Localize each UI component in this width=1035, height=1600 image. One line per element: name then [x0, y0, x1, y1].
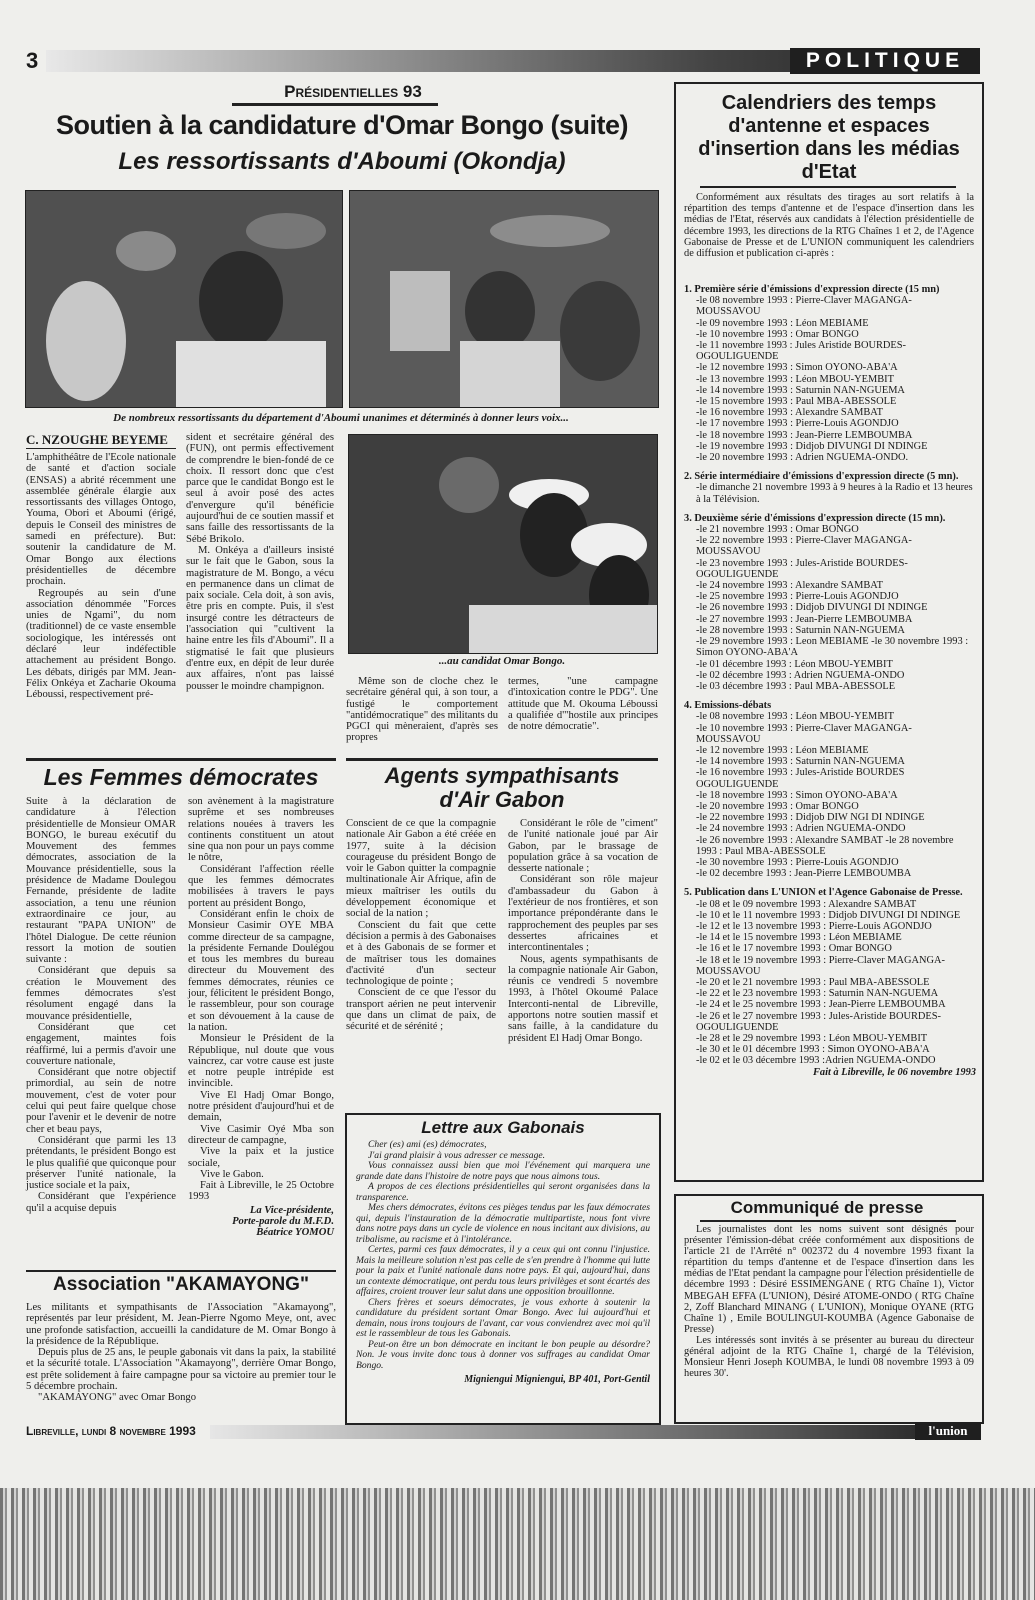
signature-line: Béatrice YOMOU — [256, 1227, 334, 1239]
calendriers-title-rule — [700, 186, 956, 188]
photo-caption-2: ...au candidat Omar Bongo. — [438, 655, 566, 667]
paragraph: Peut-on être un bon démocrate en incitant le bon peuple au désordre? Non. Je vous invite donc tous à donner vos suffrages au candidat Omar Bongo. — [356, 1338, 650, 1371]
paragraph: Vive la paix et la justice sociale, — [188, 1146, 334, 1169]
schedule-entry: -le 17 novembre 1993 : Pierre-Louis AGONDJO — [696, 418, 899, 430]
section-heading: 2. Série intermédiaire d'émissions d'expression directe (5 mn). — [684, 471, 959, 483]
paragraph: Conscient du fait que cette décision a permis à des Gabonaises et à des Gabonais de se former et de maîtriser tous les domaines d'activité d'un secteur technologique de pointe ; — [346, 919, 496, 988]
schedule-entry: -le dimanche 21 novembre 1993 à 9 heures à la Radio et 13 heures à la Télévision. — [696, 482, 973, 505]
lettre-text — [356, 1140, 650, 1386]
schedule-entry: -le 24 novembre 1993 : Alexandre SAMBAT — [696, 580, 883, 592]
paragraph: Conscient de ce que la compagnie nationale Air Gabon a été créée en 1977, suite à la décision courageuse du président Bongo de voir le Gabon quitter la compagnie multinationale Air Afrique, afin de mieux maîtriser les outils du développement économique et social de la nation ; — [346, 818, 496, 920]
airgabon-title — [346, 764, 658, 812]
footer-band — [210, 1425, 928, 1439]
photo-audience-left — [25, 190, 343, 408]
paragraph: sident et secrétaire général des (FUN), ont permis effectivement de comprendre le bien-fondé de ce choix. Il ressort donc que c'est parce que le candidat Bongo est le seul à avoir posé des actes d'envergure qu'il bénéficie aujourd'hui de ce soutien massif et sans faille des ressortissants de la Sébé Brikolo. — [186, 432, 334, 545]
schedule-entry: -le 08 novembre 1993 : Pierre-Claver MAGANGA-MOUSSAVOU — [696, 295, 912, 318]
paragraph: M. Onkéya a d'ailleurs insisté sur le fait que le Gabon, sous la magistrature de M. Bongo, a vécu en permanence dans un climat de paix sociale. Cela doit, à son avis, être pris en compte. Puis, il s'est insurgé contre les détracteurs de l'association qui "cultivent la haine entre les fils d'Aboumi". Il a stigmatisé le fait que plusieurs d'entre eux, en dépit de leur durée aux affaires, n'ont pas laissé pousser le moindre champignon. — [186, 544, 334, 692]
section-items — [684, 482, 976, 504]
paragraph: son avènement à la magistrature suprême et ses nombreuses relations nouées à travers les continents constituent un atout sine qua non pour un pays comme le nôtre, — [188, 796, 334, 864]
paragraph: "AKAMAYONG" avec Omar Bongo — [38, 1392, 197, 1404]
schedule-entry: -le 25 novembre 1993 : Pierre-Louis AGONDJO — [696, 591, 899, 603]
calendriers-signoff: Fait à Libreville, le 06 novembre 1993 — [812, 1066, 976, 1078]
schedule-entry: -le 20 et le 21 novembre 1993 : Paul MBA-ABESSOLE — [696, 976, 930, 988]
paragraph: Considérant que notre objectif primordial, au sein de notre mouvement, c'est de voter pour celui qui peut faire quelque chose pour l'avenir et le devenir de notre cher et beau pays, — [26, 1067, 176, 1135]
schedule-entry: -le 18 et le 19 novembre 1993 : Pierre-Claver MAGANGA-MOUSSAVOU — [696, 954, 946, 977]
signature-line: La Vice-présidente, — [249, 1204, 334, 1216]
signature-line: Porte-parole du M.F.D. — [232, 1215, 334, 1227]
schedule-entry: -le 02 décembre 1993 : Adrien NGUEMA-ONDO — [696, 669, 905, 681]
schedule-entry: -le 22 et le 23 novembre 1993 : Saturnin NAN-NGUEMA — [696, 988, 939, 1000]
airgabon-col-2 — [508, 818, 658, 1044]
schedule-entry: -le 18 novembre 1993 : Simon OYONO-ABA'A — [696, 789, 898, 801]
paragraph: Les intéressés sont invités à se présenter au bureau du directeur général adjoint de la RTG Chaîne 1, chargé de la Télévision, Monsieur Henri Joseph KOUMBA, le lundi 08 novembre 1993 à 09 heures 30'. — [684, 1334, 974, 1380]
schedule-entry: -le 10 novembre 1993 : Omar BONGO — [696, 328, 859, 340]
paragraph: Vous connaissez aussi bien que moi l'événement qui marquera une grande date dans l'histoire de notre pays que nous aimons tous. — [356, 1160, 650, 1182]
schedule-entry: -le 10 novembre 1993 : Pierre-Claver MAGANGA-MOUSSAVOU — [696, 722, 912, 745]
paragraph: Considérant le rôle de "ciment" de l'unité nationale joué par Air Gabon, par le brassage de population grâce à sa vocation de desserte nationale ; — [508, 818, 658, 875]
calendriers-list — [684, 284, 976, 1078]
paragraph: Fait à Libreville, le 25 Octobre 1993 — [188, 1180, 334, 1203]
schedule-entry: -le 29 novembre 1993 : Leon MEBIAME -le 30 novembre 1993 : Simon OYONO-ABA'A — [696, 636, 969, 659]
section-items — [684, 899, 976, 1067]
paragraph: Considérant son rôle majeur d'ambassadeur du Gabon à l'extérieur de nos frontières, et son importance prépondérante dans le rapprochement des peuples par ses dessertes africaines et intercontinentales ; — [508, 874, 658, 954]
communique-title: Communiqué de presse — [730, 1198, 924, 1217]
paragraph: termes, "une campagne d'intoxication contre le PDG". Une attitude que M. Okouma Léboussi a qualifiée d'"hostile aux principes de notre démocratie". — [508, 676, 658, 733]
schedule-entry: -le 12 et le 13 novembre 1993 : Pierre-Louis AGONDJO — [696, 920, 932, 932]
paragraph: Même son de cloche chez le secrétaire général qui, à son tour, a fustigé le comportement "antidémocratique" des militants du PGCI qui mèneraient, d'après ses propres — [346, 676, 498, 744]
schedule-entry: -le 09 novembre 1993 : Léon MEBIAME — [696, 317, 869, 329]
photo-women — [348, 434, 658, 654]
paragraph: Les militants et sympathisants de l'Association "Akamayong", représentés par leur président, M. Jean-Pierre Ngomo Meye, ont, avec une profonde satisfaction, accueilli la candidature de M. Omar Bongo à la présidence de la République. — [26, 1302, 336, 1347]
paragraph: Les journalistes dont les noms suivent sont désignés pour présenter l'émission-débat créée conformément aux dispositions de l'article 21 de l'Arrêté n° 002372 du 4 novembre 1993 fixant la répartition du temps d'antenne et de l'espace d'insertion dans les médias de l'Etat pendant la campagne pour l'élection présidentielle de décembre 1993 : Désiré ESSIMENGANE ( RTG Chaîne 1), Victor MBEGAH EFFA (L'UNION), Désiré ATOME-ONDO ( RTG Chaîne 2, Zoff Blanchard MINANG ( L'UNION), Monique OYANE (RTG Chaîne 1) , Emile BOULINGUI-KOUMBA (Agence Gabonaise de Presse) — [684, 1224, 974, 1335]
schedule-entry: -le 12 novembre 1993 : Léon MEBIAME — [696, 744, 869, 756]
akamayong-text — [26, 1302, 336, 1404]
main-col-3 — [346, 676, 498, 744]
paragraph: Nous, agents sympathisants de la compagnie nationale Air Gabon, réunis ce vendredi 5 novembre 1993, à l'hôtel Okoumé Palace Interconti-nental de Libreville, apportons notre soutien massif et sans faille, à la candidature du président El Hadj Omar Bongo. — [508, 953, 658, 1044]
schedule-entry: -le 12 novembre 1993 : Simon OYONO-ABA'A — [696, 362, 898, 374]
schedule-entry: -le 13 novembre 1993 : Léon MBOU-YEMBIT — [696, 373, 894, 385]
paragraph: A propos de ces élections présidentielles qui seront organisées dans la transparence. — [356, 1181, 650, 1203]
femmes-top-rule — [26, 758, 336, 761]
paragraph: Conscient de ce que l'essor du transport aérien ne peut intervenir que dans un climat de paix, de sécurité et de sérénité ; — [346, 987, 496, 1033]
schedule-entry: -le 24 novembre 1993 : Adrien NGUEMA-ONDO — [696, 823, 906, 835]
communique-text — [684, 1224, 974, 1379]
femmes-title: Les Femmes démocrates — [43, 764, 319, 790]
section-label: POLITIQUE — [790, 48, 980, 74]
paragraph: Considérant que parmi les 13 prétendants, le président Bongo est le plus qualifié que quiconque pour préserver l'unité nationale, la justice sociale et la paix, — [26, 1134, 176, 1192]
paragraph: Regroupés au sein d'une association dénommée "Forces unies de Ngami", du nom (traditionnel) de ce vaste ensemble sociologique, les intéressés ont déclaré leur indéfectible attachement au président Bongo. Les débats, dirigés par MM. Jean-Félix Onkéya et Zacharie Okouma Léboussi, respectivement pré- — [26, 587, 176, 701]
schedule-entry: -le 02 decembre 1993 : Jean-Pierre LEMBOUMBA — [696, 868, 912, 880]
schedule-entry: -le 30 novembre 1993 : Pierre-Louis AGONDJO — [696, 856, 899, 868]
schedule-entry: -le 23 novembre 1993 : Jules-Aristide BOURDES-OGOULIGUENDE — [696, 557, 908, 580]
schedule-entry: -le 22 novembre 1993 : Didjob DIW NGI DI NDINGE — [696, 812, 925, 824]
paragraph: Depuis plus de 25 ans, le peuple gabonais vit dans la paix, la stabilité et la sécurité totale. L'Association "Akamayong", derrière Omar Bongo, est prête solidement à faire campagne pour sa victoire au premier tour le 5 décembre prochain. — [26, 1347, 336, 1393]
schedule-entry: -le 30 et le 01 décembre 1993 : Simon OYONO-ABA'A — [696, 1044, 930, 1056]
schedule-entry: -le 20 novembre 1993 : Omar BONGO — [696, 800, 859, 812]
article-kicker: Présidentielles 93 — [284, 82, 422, 101]
photo-audience-right — [349, 190, 659, 408]
main-col-2 — [186, 432, 334, 692]
schedule-entry: -le 27 novembre 1993 : Jean-Pierre LEMBOUMBA — [696, 613, 913, 625]
lettre-title: Lettre aux Gabonais — [421, 1118, 585, 1137]
femmes-col-1 — [26, 796, 176, 1214]
schedule-entry: -le 14 novembre 1993 : Saturnin NAN-NGUEMA — [696, 756, 905, 768]
paragraph: Considérant l'affection réelle que les femmes démocrates mobilisées à travers le pays portent au président Bongo, — [188, 863, 334, 909]
paragraph: Vive le Gabon. — [200, 1168, 264, 1180]
section-heading: 3. Deuxième série d'émissions d'expression directe (15 mn). — [684, 512, 946, 524]
airgabon-col-1 — [346, 818, 496, 1033]
calendriers-intro — [684, 192, 974, 259]
schedule-entry: -le 01 décembre 1993 : Léon MBOU-YEMBIT — [696, 658, 893, 670]
section-5 — [684, 887, 976, 1066]
schedule-entry: -le 22 novembre 1993 : Pierre-Claver MAGANGA-MOUSSAVOU — [696, 535, 912, 558]
page-number: 3 — [26, 48, 39, 73]
article-subtitle: Les ressortissants d'Aboumi (Okondja) — [118, 148, 566, 175]
section-heading: 1. Première série d'émissions d'expression directe (15 mn) — [684, 284, 940, 295]
communique-title-rule — [700, 1220, 956, 1222]
schedule-entry: -le 26 et le 27 novembre 1993 : Jules-Aristide BOURDES-OGOULIGUENDE — [696, 1010, 942, 1033]
article-title: Soutien à la candidature d'Omar Bongo (suite) — [56, 110, 628, 140]
section-items — [684, 295, 976, 463]
schedule-entry: -le 10 et le 11 novembre 1993 : Didjob DIVUNGI DI NDINGE — [696, 909, 961, 921]
schedule-entry: -le 26 novembre 1993 : Didjob DIVUNGI DI NDINGE — [696, 602, 928, 614]
airgabon-top-rule — [346, 758, 658, 761]
airgabon-title-line-2: d'Air Gabon — [439, 787, 565, 812]
byline: C. NZOUGHE BEYEME — [26, 432, 168, 447]
paragraph: Considérant que l'expérience qu'il a acquise depuis — [26, 1191, 176, 1214]
paragraph: Considérant enfin le choix de Monsieur Casimir OYE MBA comme directeur de sa campagne, la présidente Fernande Doulégou et tous les membres du bureau directeur du Mouvement des femmes démocrates, réunies ce jour, félicitent le président Bongo, le rassembleur, pour son courage et son dévouement à la cause de la nation. — [188, 908, 334, 1033]
schedule-entry: -le 24 et le 25 novembre 1993 : Jean-Pierre LEMBOUMBA — [696, 999, 946, 1011]
paragraph: Monsieur le Président de la République, nul doute que vous vaincrez, car votre cause est juste et notre peuple intrépide est invincible. — [188, 1033, 334, 1090]
footer-dateline: Libreville, lundi 8 novembre 1993 — [26, 1424, 196, 1438]
schedule-entry: -le 15 novembre 1993 : Paul MBA-ABESSOLE — [696, 396, 897, 408]
paragraph: Vive Casimir Oyé Mba son directeur de campagne, — [188, 1123, 334, 1146]
section-2 — [684, 471, 976, 505]
paragraph: Mes chers démocrates, évitons ces pièges tendus par les faux démocrates qui, depuis l'instauration de la démocratie multipartiste, nous font vivre dans notre pays dans un cycle de violence en nous incitant aux divisions, au tribalisme, au racisme et à l'intolérance. — [356, 1202, 650, 1245]
section-heading: 4. Emissions-débats — [684, 700, 772, 712]
schedule-entry: -le 16 et le 17 novembre 1993 : Omar BONGO — [696, 943, 892, 955]
schedule-entry: -le 08 novembre 1993 : Léon MBOU-YEMBIT — [696, 711, 894, 723]
paragraph: Vive El Hadj Omar Bongo, notre président d'aujourd'hui et de demain, — [188, 1089, 334, 1124]
schedule-entry: -le 08 et le 09 novembre 1993 : Alexandre SAMBAT — [696, 898, 917, 910]
schedule-entry: -le 03 décembre 1993 : Paul MBA-ABESSOLE — [696, 680, 896, 692]
femmes-col-2 — [188, 796, 334, 1239]
byline-rule — [26, 448, 176, 449]
scan-noise-strip — [0, 1488, 1035, 1600]
section-items — [684, 711, 976, 879]
schedule-entry: -le 16 novembre 1993 : Alexandre SAMBAT — [696, 407, 883, 419]
paragraph: Cher (es) ami (es) démocrates, — [368, 1139, 487, 1150]
schedule-entry: -le 02 et le 03 décembre 1993 :Adrien NGUEMA-ONDO — [696, 1055, 936, 1067]
paragraph: Considérant que depuis sa création le Mouvement des femmes démocrates s'est résolument engagé dans la mouvance présidentielle, — [26, 965, 176, 1022]
schedule-entry: -le 20 novembre 1993 : Adrien NGUEMA-ONDO. — [696, 452, 909, 464]
section-items — [684, 524, 976, 692]
schedule-entry: -le 16 novembre 1993 : Jules-Aristide BOURDES OGOULIGUENDE — [696, 767, 905, 790]
footer-logo: l'union — [915, 1422, 981, 1440]
paragraph: Suite à la déclaration de candidature à l'élection présidentielle de Monsieur OMAR BONGO, le bureau exécutif du Mouvement des femmes démocrates, association de la Mouvance présidentielle, sous la présidence de Madame Doulegou Fernande, présidente de ladite association, a tenu une réunion extraordinaire ce jour, au restaurant "PAPA UNION" de l'hôtel Dialogue. De cette réunion ressort la motion de soutien suivante : — [26, 796, 176, 966]
akamayong-top-rule — [26, 1270, 336, 1272]
schedule-entry: -le 19 novembre 1993 : Didjob DIVUNGI DI NDINGE — [696, 440, 928, 452]
schedule-entry: -le 11 novembre 1993 : Jules Aristide BOURDES-OGOULIGUENDE — [696, 340, 907, 363]
schedule-entry: -le 28 novembre 1993 : Saturnin NAN-NGUEMA — [696, 624, 905, 636]
section-3 — [684, 513, 976, 692]
schedule-entry: -le 18 novembre 1993 : Jean-Pierre LEMBOUMBA — [696, 429, 913, 441]
photo-caption-1: De nombreux ressortissants du département d'Aboumi unanimes et déterminés à donner leurs voix... — [113, 412, 569, 424]
schedule-entry: -le 21 novembre 1993 : Omar BONGO — [696, 524, 859, 536]
schedule-entry: -le 26 novembre 1993 : Alexandre SAMBAT -le 28 novembre 1993 : Paul MBA-ABESSOLE — [696, 834, 954, 857]
main-col-4 — [508, 676, 658, 732]
kicker-underline — [232, 103, 438, 106]
schedule-entry: -le 14 novembre 1993 : Saturnin NAN-NGUEMA — [696, 384, 905, 396]
paragraph: J'ai grand plaisir à vous adresser ce message. — [368, 1149, 546, 1161]
airgabon-title-line-1: Agents sympathisants — [384, 763, 620, 788]
paragraph: Considérant que cet engagement, maintes fois réaffirmé, lui a permis d'avoir une couverture nationale, — [26, 1021, 176, 1067]
lettre-signature: Migniengui Migniengui, BP 401, Port-Gentil — [464, 1374, 650, 1385]
section-1 — [684, 284, 976, 463]
calendriers-title: Calendriers des temps d'antenne et espaces d'insertion dans les médias d'Etat — [698, 92, 960, 183]
paragraph: Conformément aux résultats des tirages au sort relatifs à la répartition des temps d'antenne et de l'espace d'insertion dans les médias de l'Etat, réservés aux candidats à l'élection présidentielle de décembre 1993, les directions de la RTG Chaînes 1 et 2, de l'Agence Gabonaise de Presse et de L'UNION communiquent les calendriers de diffusion et publication ci-après : — [684, 192, 974, 260]
paragraph: L'amphithéâtre de l'Ecole nationale de santé et d'action sociale (ENSAS) a abrité récemment une assemblée générale élargie aux ressortissants des villages Ontogo, Youma, Obori et Aboumi (érigé, depuis le Conseil des ministres de samedi en préfecture). But: soutenir la candidature de M. Omar Bongo aux élections présidentielles de décembre prochain. — [26, 452, 176, 588]
schedule-entry: -le 14 et le 15 novembre 1993 : Léon MEBIAME — [696, 932, 902, 944]
akamayong-title: Association "AKAMAYONG" — [53, 1274, 309, 1295]
section-4 — [684, 700, 976, 879]
main-col-1 — [26, 452, 176, 701]
section-heading: 5. Publication dans L'UNION et l'Agence Gabonaise de Presse. — [684, 887, 963, 899]
paragraph: Certes, parmi ces faux démocrates, il y a ceux qui ont connu l'injustice. Mais la meilleure solution n'est pas celle de s'en prendre à l'homme qui lutte pour la paix et l'unité nationale dans notre pays. Et qui, aujourd'hui, dans un contexte démocratique, ont perdu tous leurs privilèges et sont écartés des affaires, croient trouver leur salut dans une opposition brouillonne. — [356, 1244, 650, 1297]
paragraph: Chers frères et soeurs démocrates, je vous exhorte à soutenir la candidature du président sortant Omar Bongo. Avec lui aujourd'hui et demain, nous irons toujours de l'avant, car vous conviendrez avec moi qu'il est le rassembleur de tous les Gabonais. — [356, 1296, 650, 1339]
schedule-entry: -le 28 et le 29 novembre 1993 : Léon MBOU-YEMBIT — [696, 1033, 928, 1044]
